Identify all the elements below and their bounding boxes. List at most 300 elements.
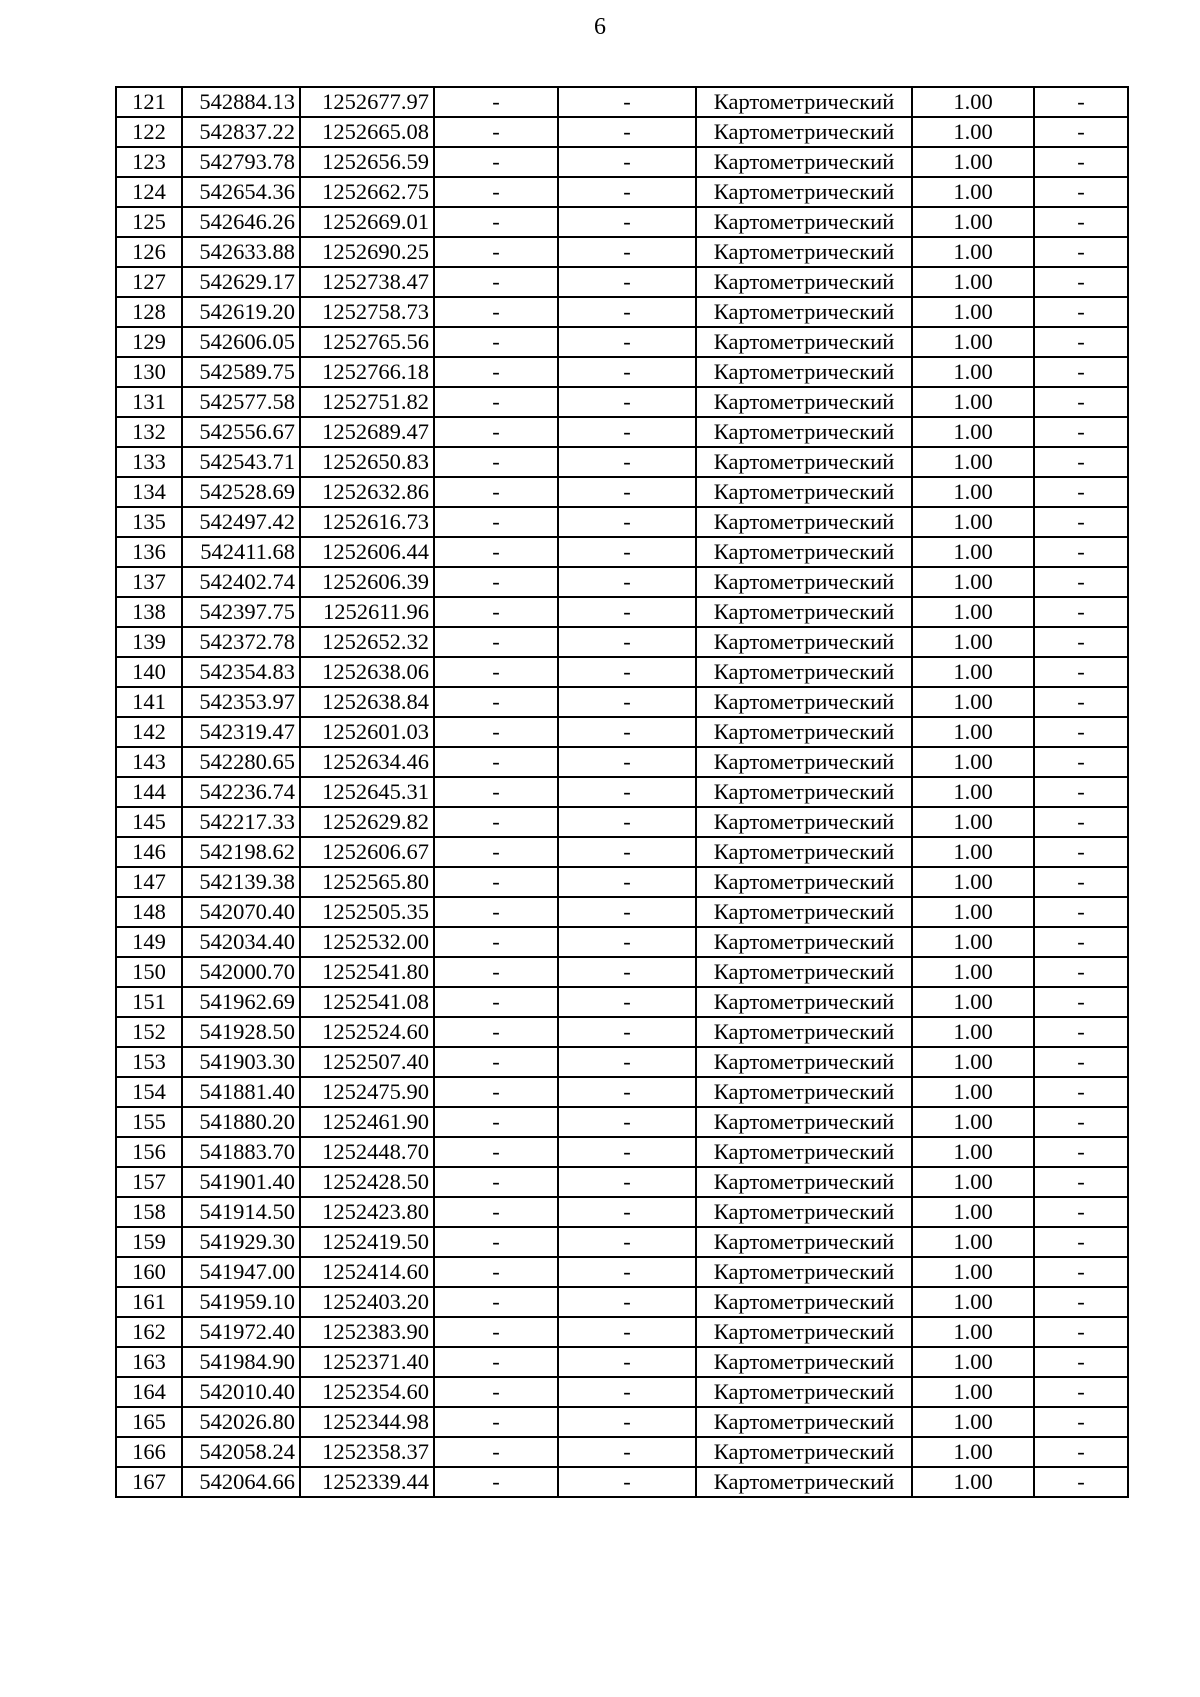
- method-cell: Картометрический: [696, 1377, 912, 1407]
- accuracy-cell: 1.00: [912, 177, 1034, 207]
- blank-cell-2: -: [558, 1137, 696, 1167]
- method-cell: Картометрический: [696, 1407, 912, 1437]
- method-cell: Картометрический: [696, 1167, 912, 1197]
- method-cell: Картометрический: [696, 1437, 912, 1467]
- y-coordinate-cell: 1252606.67: [300, 837, 434, 867]
- blank-cell-1: -: [434, 957, 558, 987]
- table-row: [116, 1257, 1128, 1287]
- x-coordinate-cell: 542070.40: [182, 897, 300, 927]
- point-number-cell: 121: [116, 87, 182, 117]
- table-row: [116, 627, 1128, 657]
- accuracy-cell: 1.00: [912, 1167, 1034, 1197]
- y-coordinate-cell: 1252611.96: [300, 597, 434, 627]
- table-row: [116, 267, 1128, 297]
- x-coordinate-cell: 541903.30: [182, 1047, 300, 1077]
- table-row: [116, 1407, 1128, 1437]
- blank-cell-2: -: [558, 627, 696, 657]
- method-cell: Картометрический: [696, 987, 912, 1017]
- x-coordinate-cell: 542026.80: [182, 1407, 300, 1437]
- blank-cell-2: -: [558, 1407, 696, 1437]
- blank-cell-2: -: [558, 417, 696, 447]
- point-number-cell: 165: [116, 1407, 182, 1437]
- page-number: 6: [594, 14, 606, 40]
- y-coordinate-cell: 1252383.90: [300, 1317, 434, 1347]
- table-row: [116, 1377, 1128, 1407]
- y-coordinate-cell: 1252650.83: [300, 447, 434, 477]
- blank-cell-1: -: [434, 1047, 558, 1077]
- x-coordinate-cell: 541984.90: [182, 1347, 300, 1377]
- accuracy-cell: 1.00: [912, 537, 1034, 567]
- table-row: [116, 897, 1128, 927]
- point-number-cell: 125: [116, 207, 182, 237]
- x-coordinate-cell: 542411.68: [182, 537, 300, 567]
- accuracy-cell: 1.00: [912, 1377, 1034, 1407]
- table-row: [116, 657, 1128, 687]
- description-cell: -: [1034, 1317, 1128, 1347]
- description-cell: -: [1034, 1287, 1128, 1317]
- y-coordinate-cell: 1252448.70: [300, 1137, 434, 1167]
- accuracy-cell: 1.00: [912, 777, 1034, 807]
- accuracy-cell: 1.00: [912, 1107, 1034, 1137]
- x-coordinate-cell: 541972.40: [182, 1317, 300, 1347]
- table-row: [116, 1437, 1128, 1467]
- x-coordinate-cell: 542837.22: [182, 117, 300, 147]
- blank-cell-2: -: [558, 567, 696, 597]
- description-cell: -: [1034, 1107, 1128, 1137]
- y-coordinate-cell: 1252403.20: [300, 1287, 434, 1317]
- table-row: [116, 387, 1128, 417]
- blank-cell-1: -: [434, 147, 558, 177]
- point-number-cell: 160: [116, 1257, 182, 1287]
- blank-cell-1: -: [434, 1377, 558, 1407]
- blank-cell-1: -: [434, 927, 558, 957]
- method-cell: Картометрический: [696, 747, 912, 777]
- y-coordinate-cell: 1252428.50: [300, 1167, 434, 1197]
- description-cell: -: [1034, 897, 1128, 927]
- point-number-cell: 128: [116, 297, 182, 327]
- blank-cell-1: -: [434, 867, 558, 897]
- table-row: [116, 747, 1128, 777]
- method-cell: Картометрический: [696, 1467, 912, 1497]
- blank-cell-2: -: [558, 897, 696, 927]
- accuracy-cell: 1.00: [912, 747, 1034, 777]
- blank-cell-1: -: [434, 1257, 558, 1287]
- x-coordinate-cell: 542064.66: [182, 1467, 300, 1497]
- y-coordinate-cell: 1252541.80: [300, 957, 434, 987]
- method-cell: Картометрический: [696, 1227, 912, 1257]
- method-cell: Картометрический: [696, 717, 912, 747]
- y-coordinate-cell: 1252371.40: [300, 1347, 434, 1377]
- accuracy-cell: 1.00: [912, 1407, 1034, 1437]
- table-row: [116, 867, 1128, 897]
- description-cell: -: [1034, 597, 1128, 627]
- y-coordinate-cell: 1252524.60: [300, 1017, 434, 1047]
- method-cell: Картометрический: [696, 1347, 912, 1377]
- point-number-cell: 129: [116, 327, 182, 357]
- description-cell: -: [1034, 507, 1128, 537]
- blank-cell-1: -: [434, 567, 558, 597]
- x-coordinate-cell: 542497.42: [182, 507, 300, 537]
- table-row: [116, 1197, 1128, 1227]
- point-number-cell: 123: [116, 147, 182, 177]
- y-coordinate-cell: 1252665.08: [300, 117, 434, 147]
- method-cell: Картометрический: [696, 657, 912, 687]
- method-cell: Картометрический: [696, 1257, 912, 1287]
- x-coordinate-cell: 542556.67: [182, 417, 300, 447]
- blank-cell-1: -: [434, 1137, 558, 1167]
- x-coordinate-cell: 541881.40: [182, 1077, 300, 1107]
- table-row: [116, 1047, 1128, 1077]
- blank-cell-1: -: [434, 417, 558, 447]
- x-coordinate-cell: 542589.75: [182, 357, 300, 387]
- method-cell: Картометрический: [696, 567, 912, 597]
- table-row: [116, 417, 1128, 447]
- method-cell: Картометрический: [696, 117, 912, 147]
- accuracy-cell: 1.00: [912, 987, 1034, 1017]
- description-cell: -: [1034, 1467, 1128, 1497]
- blank-cell-2: -: [558, 177, 696, 207]
- x-coordinate-cell: 542236.74: [182, 777, 300, 807]
- accuracy-cell: 1.00: [912, 1347, 1034, 1377]
- method-cell: Картометрический: [696, 387, 912, 417]
- table-row: [116, 507, 1128, 537]
- description-cell: -: [1034, 207, 1128, 237]
- accuracy-cell: 1.00: [912, 357, 1034, 387]
- point-number-cell: 132: [116, 417, 182, 447]
- table-row: [116, 987, 1128, 1017]
- accuracy-cell: 1.00: [912, 657, 1034, 687]
- table-row: [116, 597, 1128, 627]
- point-number-cell: 153: [116, 1047, 182, 1077]
- blank-cell-2: -: [558, 687, 696, 717]
- blank-cell-2: -: [558, 237, 696, 267]
- x-coordinate-cell: 541914.50: [182, 1197, 300, 1227]
- point-number-cell: 161: [116, 1287, 182, 1317]
- accuracy-cell: 1.00: [912, 897, 1034, 927]
- point-number-cell: 149: [116, 927, 182, 957]
- method-cell: Картометрический: [696, 1017, 912, 1047]
- blank-cell-1: -: [434, 177, 558, 207]
- accuracy-cell: 1.00: [912, 507, 1034, 537]
- blank-cell-1: -: [434, 1467, 558, 1497]
- description-cell: -: [1034, 777, 1128, 807]
- point-number-cell: 151: [116, 987, 182, 1017]
- y-coordinate-cell: 1252419.50: [300, 1227, 434, 1257]
- blank-cell-2: -: [558, 867, 696, 897]
- method-cell: Картометрический: [696, 627, 912, 657]
- accuracy-cell: 1.00: [912, 807, 1034, 837]
- accuracy-cell: 1.00: [912, 1467, 1034, 1497]
- blank-cell-1: -: [434, 117, 558, 147]
- y-coordinate-cell: 1252662.75: [300, 177, 434, 207]
- description-cell: -: [1034, 687, 1128, 717]
- y-coordinate-cell: 1252344.98: [300, 1407, 434, 1437]
- description-cell: -: [1034, 237, 1128, 267]
- blank-cell-2: -: [558, 1347, 696, 1377]
- blank-cell-2: -: [558, 537, 696, 567]
- point-number-cell: 164: [116, 1377, 182, 1407]
- blank-cell-2: -: [558, 927, 696, 957]
- description-cell: -: [1034, 747, 1128, 777]
- point-number-cell: 150: [116, 957, 182, 987]
- description-cell: -: [1034, 1257, 1128, 1287]
- x-coordinate-cell: 542034.40: [182, 927, 300, 957]
- method-cell: Картометрический: [696, 267, 912, 297]
- description-cell: -: [1034, 87, 1128, 117]
- table-row: [116, 237, 1128, 267]
- x-coordinate-cell: 542793.78: [182, 147, 300, 177]
- y-coordinate-cell: 1252507.40: [300, 1047, 434, 1077]
- point-number-cell: 143: [116, 747, 182, 777]
- blank-cell-2: -: [558, 1107, 696, 1137]
- blank-cell-2: -: [558, 957, 696, 987]
- table-row: [116, 207, 1128, 237]
- accuracy-cell: 1.00: [912, 627, 1034, 657]
- description-cell: -: [1034, 267, 1128, 297]
- accuracy-cell: 1.00: [912, 1017, 1034, 1047]
- y-coordinate-cell: 1252765.56: [300, 327, 434, 357]
- point-number-cell: 141: [116, 687, 182, 717]
- blank-cell-2: -: [558, 987, 696, 1017]
- blank-cell-2: -: [558, 1437, 696, 1467]
- method-cell: Картометрический: [696, 507, 912, 537]
- method-cell: Картометрический: [696, 807, 912, 837]
- table-row: [116, 1107, 1128, 1137]
- point-number-cell: 136: [116, 537, 182, 567]
- accuracy-cell: 1.00: [912, 207, 1034, 237]
- description-cell: -: [1034, 537, 1128, 567]
- accuracy-cell: 1.00: [912, 1197, 1034, 1227]
- blank-cell-1: -: [434, 237, 558, 267]
- description-cell: -: [1034, 357, 1128, 387]
- description-cell: -: [1034, 447, 1128, 477]
- table-row: [116, 357, 1128, 387]
- description-cell: -: [1034, 117, 1128, 147]
- table-row: [116, 567, 1128, 597]
- blank-cell-2: -: [558, 1467, 696, 1497]
- accuracy-cell: 1.00: [912, 417, 1034, 447]
- point-number-cell: 158: [116, 1197, 182, 1227]
- point-number-cell: 133: [116, 447, 182, 477]
- point-number-cell: 122: [116, 117, 182, 147]
- y-coordinate-cell: 1252358.37: [300, 1437, 434, 1467]
- blank-cell-1: -: [434, 777, 558, 807]
- x-coordinate-cell: 542397.75: [182, 597, 300, 627]
- blank-cell-2: -: [558, 1077, 696, 1107]
- blank-cell-2: -: [558, 657, 696, 687]
- x-coordinate-cell: 542654.36: [182, 177, 300, 207]
- blank-cell-1: -: [434, 387, 558, 417]
- x-coordinate-cell: 541901.40: [182, 1167, 300, 1197]
- method-cell: Картометрический: [696, 147, 912, 177]
- blank-cell-1: -: [434, 1077, 558, 1107]
- point-number-cell: 144: [116, 777, 182, 807]
- blank-cell-1: -: [434, 1017, 558, 1047]
- accuracy-cell: 1.00: [912, 687, 1034, 717]
- y-coordinate-cell: 1252354.60: [300, 1377, 434, 1407]
- y-coordinate-cell: 1252689.47: [300, 417, 434, 447]
- point-number-cell: 166: [116, 1437, 182, 1467]
- method-cell: Картометрический: [696, 207, 912, 237]
- point-number-cell: 154: [116, 1077, 182, 1107]
- point-number-cell: 156: [116, 1137, 182, 1167]
- point-number-cell: 167: [116, 1467, 182, 1497]
- y-coordinate-cell: 1252758.73: [300, 297, 434, 327]
- point-number-cell: 126: [116, 237, 182, 267]
- blank-cell-1: -: [434, 297, 558, 327]
- accuracy-cell: 1.00: [912, 1287, 1034, 1317]
- point-number-cell: 134: [116, 477, 182, 507]
- blank-cell-2: -: [558, 1317, 696, 1347]
- blank-cell-2: -: [558, 807, 696, 837]
- x-coordinate-cell: 542139.38: [182, 867, 300, 897]
- blank-cell-1: -: [434, 987, 558, 1017]
- method-cell: Картометрический: [696, 327, 912, 357]
- table-row: [116, 1137, 1128, 1167]
- description-cell: -: [1034, 417, 1128, 447]
- blank-cell-1: -: [434, 507, 558, 537]
- accuracy-cell: 1.00: [912, 837, 1034, 867]
- point-number-cell: 127: [116, 267, 182, 297]
- blank-cell-2: -: [558, 1377, 696, 1407]
- table-row: [116, 717, 1128, 747]
- x-coordinate-cell: 542543.71: [182, 447, 300, 477]
- blank-cell-2: -: [558, 717, 696, 747]
- y-coordinate-cell: 1252505.35: [300, 897, 434, 927]
- accuracy-cell: 1.00: [912, 297, 1034, 327]
- blank-cell-2: -: [558, 447, 696, 477]
- x-coordinate-cell: 542372.78: [182, 627, 300, 657]
- table-row: [116, 177, 1128, 207]
- blank-cell-2: -: [558, 327, 696, 357]
- x-coordinate-cell: 542010.40: [182, 1377, 300, 1407]
- method-cell: Картометрический: [696, 687, 912, 717]
- method-cell: Картометрический: [696, 1047, 912, 1077]
- accuracy-cell: 1.00: [912, 1047, 1034, 1077]
- accuracy-cell: 1.00: [912, 567, 1034, 597]
- method-cell: Картометрический: [696, 417, 912, 447]
- y-coordinate-cell: 1252677.97: [300, 87, 434, 117]
- description-cell: -: [1034, 1437, 1128, 1467]
- method-cell: Картометрический: [696, 777, 912, 807]
- accuracy-cell: 1.00: [912, 117, 1034, 147]
- table-row: [116, 687, 1128, 717]
- accuracy-cell: 1.00: [912, 237, 1034, 267]
- method-cell: Картометрический: [696, 1317, 912, 1347]
- blank-cell-2: -: [558, 1047, 696, 1077]
- y-coordinate-cell: 1252656.59: [300, 147, 434, 177]
- description-cell: -: [1034, 1017, 1128, 1047]
- blank-cell-2: -: [558, 207, 696, 237]
- table-row: [116, 1167, 1128, 1197]
- method-cell: Картометрический: [696, 297, 912, 327]
- table-row: [116, 1227, 1128, 1257]
- accuracy-cell: 1.00: [912, 387, 1034, 417]
- y-coordinate-cell: 1252475.90: [300, 1077, 434, 1107]
- x-coordinate-cell: 542646.26: [182, 207, 300, 237]
- table-row: [116, 327, 1128, 357]
- x-coordinate-cell: 542319.47: [182, 717, 300, 747]
- x-coordinate-cell: 542000.70: [182, 957, 300, 987]
- blank-cell-1: -: [434, 87, 558, 117]
- blank-cell-1: -: [434, 477, 558, 507]
- description-cell: -: [1034, 1167, 1128, 1197]
- y-coordinate-cell: 1252638.84: [300, 687, 434, 717]
- table-row: [116, 1317, 1128, 1347]
- accuracy-cell: 1.00: [912, 87, 1034, 117]
- accuracy-cell: 1.00: [912, 927, 1034, 957]
- point-number-cell: 155: [116, 1107, 182, 1137]
- blank-cell-2: -: [558, 1257, 696, 1287]
- blank-cell-2: -: [558, 1227, 696, 1257]
- y-coordinate-cell: 1252645.31: [300, 777, 434, 807]
- description-cell: -: [1034, 837, 1128, 867]
- blank-cell-2: -: [558, 1017, 696, 1047]
- point-number-cell: 163: [116, 1347, 182, 1377]
- x-coordinate-cell: 542629.17: [182, 267, 300, 297]
- accuracy-cell: 1.00: [912, 267, 1034, 297]
- blank-cell-2: -: [558, 597, 696, 627]
- point-number-cell: 140: [116, 657, 182, 687]
- blank-cell-1: -: [434, 597, 558, 627]
- y-coordinate-cell: 1252669.01: [300, 207, 434, 237]
- y-coordinate-cell: 1252632.86: [300, 477, 434, 507]
- table-row: [116, 147, 1128, 177]
- y-coordinate-cell: 1252601.03: [300, 717, 434, 747]
- method-cell: Картометрический: [696, 177, 912, 207]
- x-coordinate-cell: 542884.13: [182, 87, 300, 117]
- method-cell: Картометрический: [696, 537, 912, 567]
- description-cell: -: [1034, 327, 1128, 357]
- blank-cell-1: -: [434, 537, 558, 567]
- x-coordinate-cell: 541880.20: [182, 1107, 300, 1137]
- x-coordinate-cell: 541883.70: [182, 1137, 300, 1167]
- description-cell: -: [1034, 177, 1128, 207]
- blank-cell-1: -: [434, 1347, 558, 1377]
- blank-cell-1: -: [434, 447, 558, 477]
- point-number-cell: 157: [116, 1167, 182, 1197]
- x-coordinate-cell: 542280.65: [182, 747, 300, 777]
- blank-cell-1: -: [434, 657, 558, 687]
- accuracy-cell: 1.00: [912, 1077, 1034, 1107]
- accuracy-cell: 1.00: [912, 1227, 1034, 1257]
- y-coordinate-cell: 1252541.08: [300, 987, 434, 1017]
- point-number-cell: 159: [116, 1227, 182, 1257]
- method-cell: Картометрический: [696, 837, 912, 867]
- blank-cell-1: -: [434, 807, 558, 837]
- description-cell: -: [1034, 1137, 1128, 1167]
- table-row: [116, 1017, 1128, 1047]
- description-cell: -: [1034, 927, 1128, 957]
- description-cell: -: [1034, 1077, 1128, 1107]
- method-cell: Картометрический: [696, 867, 912, 897]
- blank-cell-2: -: [558, 477, 696, 507]
- y-coordinate-cell: 1252532.00: [300, 927, 434, 957]
- y-coordinate-cell: 1252616.73: [300, 507, 434, 537]
- method-cell: Картометрический: [696, 477, 912, 507]
- accuracy-cell: 1.00: [912, 327, 1034, 357]
- blank-cell-1: -: [434, 207, 558, 237]
- accuracy-cell: 1.00: [912, 597, 1034, 627]
- coordinates-table-body: [116, 87, 1128, 1497]
- x-coordinate-cell: 542577.58: [182, 387, 300, 417]
- blank-cell-1: -: [434, 1197, 558, 1227]
- blank-cell-1: -: [434, 897, 558, 927]
- blank-cell-2: -: [558, 1197, 696, 1227]
- description-cell: -: [1034, 657, 1128, 687]
- table-row: [116, 957, 1128, 987]
- accuracy-cell: 1.00: [912, 1137, 1034, 1167]
